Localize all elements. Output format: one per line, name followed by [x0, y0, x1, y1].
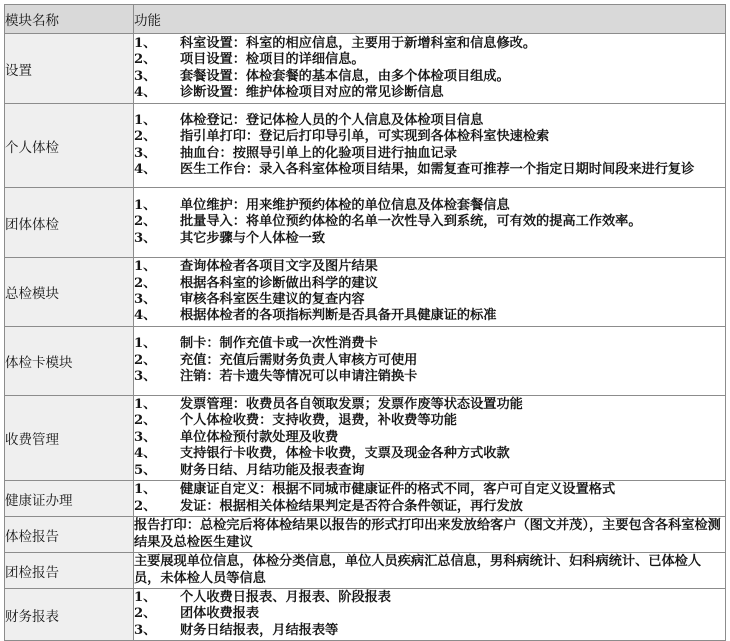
- list-item-number: 1、: [134, 35, 157, 51]
- list-item-text: 审核各科室医生建议的复查内容: [180, 292, 365, 307]
- list-item-number: 3、: [134, 230, 157, 246]
- list-item-number: 2、: [134, 275, 157, 291]
- list-item-text: 财务日结、月结功能及报表查询: [180, 462, 365, 478]
- function-list-item: [134, 69, 725, 85]
- list-item-text: 单位维护：用来维护预约体检的单位信息及体检套餐信息: [180, 197, 510, 213]
- list-item-text: 抽血台：按照导引单上的化验项目进行抽血记录: [180, 145, 457, 161]
- list-item-text: 套餐设置：体检套餐的基本信息，由多个体检项目组成。: [180, 68, 510, 84]
- table-row: [5, 517, 726, 553]
- function-list-item: [134, 623, 725, 639]
- list-item-number: 1、: [134, 482, 157, 498]
- function-list-item: [134, 430, 725, 446]
- function-list-item: [134, 276, 725, 292]
- list-item-text: 查询体检者各项目文字及图片结果: [180, 259, 378, 275]
- list-item-text: 根据体检者的各项指标判断是否具备开具健康证的标准: [180, 308, 497, 324]
- function-list-item: [134, 292, 725, 308]
- list-item-number: 1、: [134, 336, 157, 352]
- table-row: [5, 553, 726, 589]
- list-item-number: 4、: [134, 308, 157, 324]
- list-item-text: 注销：若卡遗失等情况可以申请注销换卡: [180, 369, 418, 385]
- function-list-item: [134, 129, 725, 145]
- list-item-number: 4、: [134, 161, 157, 177]
- list-item-number: 1、: [134, 259, 157, 275]
- function-cell: [134, 481, 726, 517]
- function-list-item: [134, 590, 725, 606]
- table-row: [5, 396, 726, 481]
- list-item-number: 2、: [134, 498, 157, 514]
- list-item-text: 支持银行卡收费，体检卡收费，支票及现金各种方式收款: [180, 446, 510, 462]
- list-item-number: 2、: [134, 52, 157, 68]
- list-item-number: 2、: [134, 214, 157, 230]
- function-list-item: [134, 36, 725, 52]
- list-item-text: 健康证自定义：根据不同城市健康证件的格式不同，客户可自定义设置格式: [180, 482, 616, 498]
- table-row: [5, 327, 726, 396]
- table-header-row: [5, 5, 726, 34]
- function-cell: [134, 589, 726, 641]
- list-item-text: 指引单打印：登记后打印导引单，可实现到各体检科室快速检索: [180, 129, 550, 145]
- list-item-text: 个人收费日报表、月报表、阶段报表: [180, 589, 391, 605]
- list-item-number: 1、: [134, 396, 157, 412]
- list-item-number: 3、: [134, 369, 157, 385]
- table-row: [5, 481, 726, 517]
- function-list-item: [134, 52, 725, 68]
- function-paragraph: 主要展现单位信息，体检分类信息，单位人员疾病汇总信息，男科病统计、妇科病统计、已体检人员，未体检人员等信息: [134, 554, 702, 586]
- function-list-item: [134, 259, 725, 275]
- function-cell: [134, 396, 726, 481]
- list-item-text: 体检登记：登记体检人员的个人信息及体检项目信息: [180, 112, 484, 128]
- function-list-item: [134, 214, 725, 230]
- list-item-text: 财务日结报表，月结报表等: [180, 622, 339, 638]
- function-list-item: [134, 463, 725, 479]
- function-cell: [134, 327, 726, 396]
- module-name-cell: 总检模块: [5, 258, 134, 327]
- module-name-cell: 健康证办理: [5, 481, 134, 517]
- list-item-number: 3、: [134, 622, 157, 638]
- function-list-item: [134, 606, 725, 622]
- list-item-text: 批量导入：将单位预约体检的名单一次性导入到系统，可有效的提高工作效率。: [180, 214, 642, 230]
- header-function-cell: 功能: [134, 5, 726, 34]
- function-list-item: [134, 146, 725, 162]
- module-name-cell: 团体体检: [5, 188, 134, 258]
- table-row: [5, 258, 726, 327]
- list-item-text: 项目设置：检项目的详细信息。: [180, 52, 365, 68]
- module-function-table: [4, 4, 726, 641]
- function-list-item: [134, 198, 725, 214]
- function-list-item: [134, 413, 725, 429]
- table-row: [5, 104, 726, 188]
- list-item-text: 单位体检预付款处理及收费: [180, 429, 339, 445]
- table-row: [5, 188, 726, 258]
- list-item-text: 诊断设置：维护体检项目对应的常见诊断信息: [180, 84, 444, 100]
- function-list-item: [134, 499, 725, 515]
- list-item-number: 2、: [134, 352, 157, 368]
- function-cell: [134, 553, 726, 589]
- list-item-number: 4、: [134, 84, 157, 100]
- list-item-number: 2、: [134, 129, 157, 145]
- function-list-item: [134, 353, 725, 369]
- list-item-number: 3、: [134, 292, 157, 307]
- list-item-text: 个人体检收费：支持收费，退费，补收费等功能: [180, 413, 457, 429]
- function-list-item: [134, 482, 725, 498]
- list-item-number: 3、: [134, 429, 157, 445]
- function-list-item: [134, 231, 725, 247]
- function-list-item: [134, 162, 725, 178]
- list-item-number: 1、: [134, 112, 157, 128]
- list-item-text: 医生工作台：录入各科室体检项目结果，如需复查可推荐一个指定日期时间段来进行复诊: [180, 161, 695, 177]
- list-item-number: 1、: [134, 589, 157, 605]
- list-item-number: 2、: [134, 413, 157, 429]
- module-name-cell: 体检报告: [5, 517, 134, 553]
- list-item-number: 3、: [134, 145, 157, 161]
- function-list-item: [134, 308, 725, 324]
- table-row: [5, 34, 726, 104]
- list-item-text: 科室设置：科室的相应信息，主要用于新增科室和信息修改。: [180, 35, 537, 51]
- function-list-item: [134, 113, 725, 129]
- table-row: [5, 589, 726, 641]
- function-list-item: [134, 397, 725, 413]
- function-list-item: [134, 85, 725, 101]
- module-name-cell: 财务报表: [5, 589, 134, 641]
- list-item-text: 发票管理：收费员各自领取发票；发票作废等状态设置功能: [180, 396, 523, 412]
- module-name-cell: 个人体检: [5, 104, 134, 188]
- list-item-text: 充值：充值后需财务负责人审核方可使用: [180, 352, 418, 368]
- function-cell: [134, 188, 726, 258]
- list-item-text: 其它步骤与个人体检一致: [180, 230, 326, 246]
- list-item-text: 发证：根据相关体检结果判定是否符合条件领证，再行发放: [180, 498, 523, 514]
- function-list-item: [134, 369, 725, 385]
- module-name-cell: 体检卡模块: [5, 327, 134, 396]
- list-item-number: 2、: [134, 606, 157, 622]
- function-cell: [134, 517, 726, 553]
- list-item-number: 5、: [134, 462, 157, 478]
- function-list-item: [134, 336, 725, 352]
- module-name-cell: 收费管理: [5, 396, 134, 481]
- function-list-item: [134, 446, 725, 462]
- function-cell: [134, 104, 726, 188]
- module-name-cell: 设置: [5, 34, 134, 104]
- function-cell: [134, 258, 726, 327]
- list-item-number: 1、: [134, 197, 157, 213]
- list-item-number: 3、: [134, 68, 157, 84]
- list-item-text: 团体收费报表: [180, 606, 260, 622]
- module-name-cell: 团检报告: [5, 553, 134, 589]
- list-item-number: 4、: [134, 446, 157, 462]
- header-module-cell: 模块名称: [5, 5, 134, 34]
- function-paragraph: 报告打印：总检完后将体检结果以报告的形式打印出来发放给客户（图文并茂），主要包含各科室检测结果及总检医生建议: [134, 518, 721, 550]
- function-cell: [134, 34, 726, 104]
- list-item-text: 根据各科室的诊断做出科学的建议: [180, 275, 378, 291]
- list-item-text: 制卡：制作充值卡或一次性消费卡: [180, 336, 378, 352]
